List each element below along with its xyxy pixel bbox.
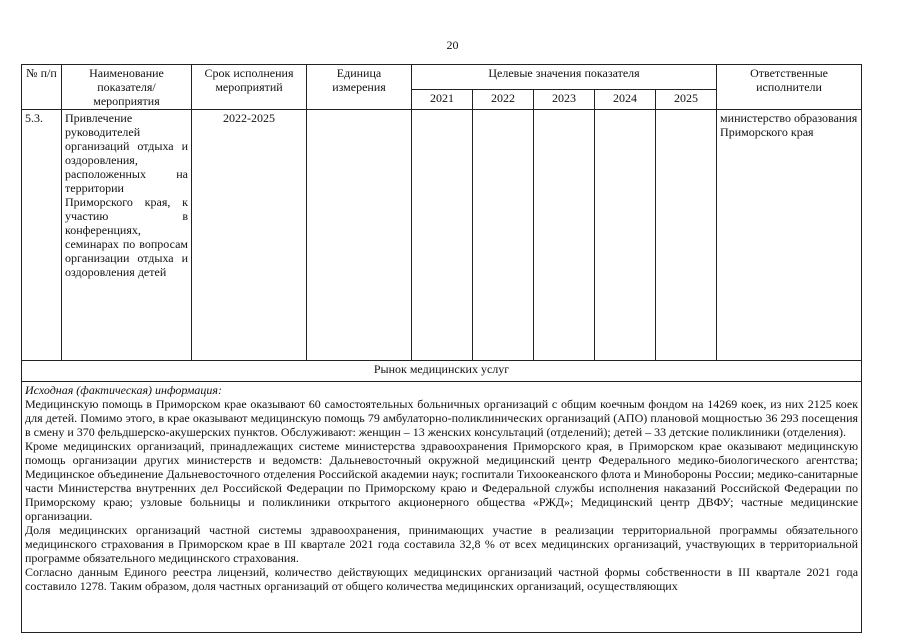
info-cell [22,382,862,633]
info-paragraph: Медицинскую помощь в Приморском крае оказывают 60 самостоятельных больничных организаций с общим коечным фондом на 14269 коек, из них 2125 коек для детей. Помимо этого, в крае оказывают медицинскую помощь 79 амбулаторно-поликлинических организаций (АПО) плановой мощностью 36 293 посещения в смену и 370 фельдшерско-акушерских пунктов. Обслуживают: женщин – 13 женских консультаций (отделений); детей – 33 детские поликлиники (отделения). [25,397,859,439]
section-title: Рынок медицинских услуг [22,361,862,382]
row-responsible: министерство образования Приморского края [717,110,862,361]
row-unit [307,110,412,361]
header-deadline: Срок исполнения мероприятий [192,65,307,110]
info-paragraph: Согласно данным Единого реестра лицензий, количество действующих медицинских организаций частной формы собственности в III квартале 2021 года составило 1278. Таким образом, доля частных организаций от общего количества медицинских организаций, осуществляющих [25,565,859,593]
section-row [22,361,862,382]
table-row [22,110,862,361]
header-row [22,65,862,90]
row-value-2025 [656,110,717,361]
row-indicator: Привлечение руководителей организаций отдыха и оздоровления, расположенных на территории Приморского края, к участию в конференциях, семинарах по вопросам организации отдыха и оздоровления детей [62,110,192,361]
info-paragraph: Доля медицинских организаций частной системы здравоохранения, принимающих участие в реализации территориальной программы обязательного медицинского страхования в Приморском крае в III квартале 2021 года составила 32,8 % от всех медицинских организаций, участвующих в территориальной программе обязательного медицинского страхования. [25,523,859,565]
year-2023: 2023 [534,90,595,110]
page-number: 20 [446,38,459,52]
header-unit: Единица измерения [307,65,412,110]
plan-table [21,64,862,633]
year-2024: 2024 [595,90,656,110]
header-targets: Целевые значения показателя [412,65,717,90]
row-value-2023 [534,110,595,361]
header-responsible: Ответственные исполнители [717,65,862,110]
info-row [22,382,862,633]
year-2022: 2022 [473,90,534,110]
row-period: 2022-2025 [192,110,307,361]
info-paragraph: Кроме медицинских организаций, принадлежащих системе министерства здравоохранения Приморского края, в Приморском крае оказывают медицинскую помощь организации других министерств и ведомств: Дальневосточный окружной медицинский центр Федерального медико-биологического агентства; Медицинское объединение Дальневосточного отделения Российской академии наук; госпитали Тихоокеанского флота и Минобороны России; медико-санитарные части Министерства внутренних дел Российской Федерации по Приморскому краю и Федеральной службы исполнения наказаний Российской Федерации по Приморскому краю; узловые больницы и поликлиники открытого акционерного общества «РЖД»; Медицинский центр ДВФУ; частные медицинские организации. [25,439,859,523]
row-value-2021 [412,110,473,361]
row-value-2024 [595,110,656,361]
row-value-2022 [473,110,534,361]
year-2021: 2021 [412,90,473,110]
year-2025: 2025 [656,90,717,110]
row-num: 5.3. [22,110,62,361]
header-num: № п/п [22,65,62,110]
info-heading: Исходная (фактическая) информация: [25,383,222,397]
header-name: Наименование показателя/мероприятия [62,65,192,110]
